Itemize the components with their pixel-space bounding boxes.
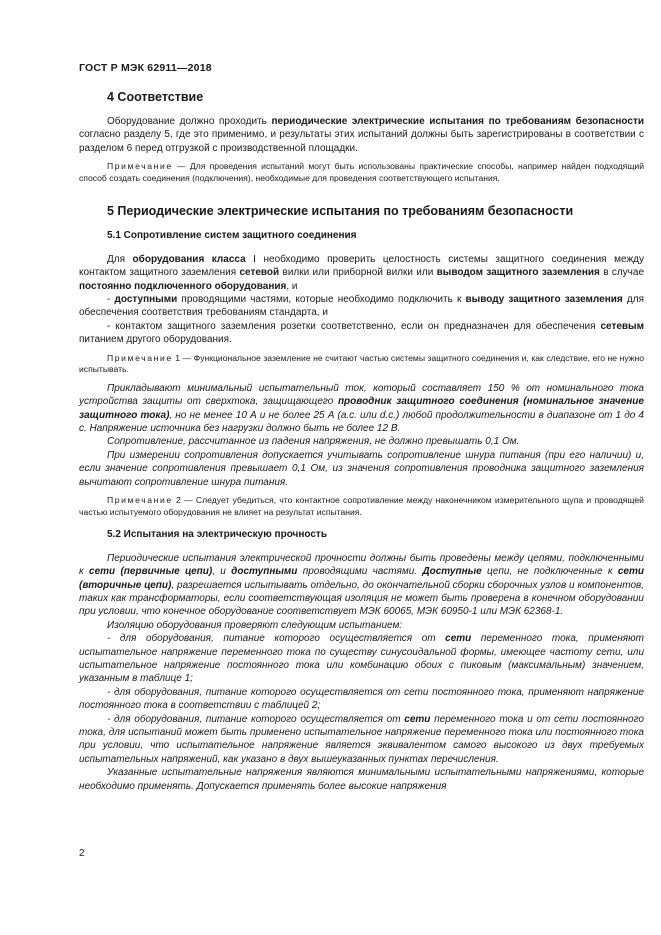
page-number: 2 (79, 848, 85, 859)
test-current-paragraph: Прикладывают минимальный испытательный ток, который составляет 150 % от номинального тока устройства защиты от сверхтока, защищающего проводник защитного соединения (номинальное значение защитного тока), но не менее 10 А и не более 25 А (a.c. или d.c.) любой продолжительности в диапазоне от 1 до 4 с. Напряжение источника без нагрузки должно быть не более 12 В. (79, 382, 644, 435)
resistance-paragraph: Сопротивление, рассчитанное из падения напряжения, не должно превышать 0,1 Ом. (107, 436, 520, 448)
section-5-title: 5 Периодические электрические испытания по требованиям безопасности (107, 204, 574, 219)
cord-resistance-paragraph: При измерении сопротивления допускается учитывать сопротивление шнура питания (при его наличии) и, если значение сопротивления превышает 0,1 Ом, из значения сопротивления проводника защитного заземления вычитают сопротивление шнура питания. (79, 449, 644, 488)
list-item: - контактом защитного заземления розетки соответственно, если он предназначен для обеспечения сетевым питанием другого оборудования. (79, 320, 644, 346)
list-item: - для оборудования, питание которого осуществляется от сети переменного тока и от сети постоянного тока, для испытаний может быть применено испытательное напряжение переменного тока или постоянного тока при условии, что испытательное напряжение является эквивалентом самого высокого из двух требуемых испытательных напряжений, как указано в двух вышеуказанных пунктах перечисления. (79, 713, 644, 765)
section-5-1-note-1: Примечание 1 — Функциональное заземление не считают частью системы защитного соединения и, как следствие, его не нужно испытывать. (79, 352, 644, 375)
section-4-note: Примечание — Для проведения испытаний могут быть использованы практические способы, например найден подходящий способ создать соединения (подключения), необходимые для проведения соответствующего испытания. (79, 161, 644, 183)
section-5-2-title: 5.2 Испытания на электрическую прочность (107, 529, 327, 541)
document-header: ГОСТ Р МЭК 62911—2018 (79, 62, 212, 74)
list-item: - для оборудования, питание которого осуществляется от сети постоянного тока, применяют напряжение постоянного тока в соответствии с таблицей 2; (79, 686, 644, 712)
section-5-1-note-2: Примечание 2 — Следует убедиться, что контактное сопротивление между наконечником измерительного щупа и проводящей частью испытуемого оборудования не влияет на результат испытания. (79, 495, 644, 517)
section-4-title: 4 Соответствие (107, 90, 204, 104)
section-5-1-paragraph: Для оборудования класса I необходимо проверить целостность системы защитного соединения между контактом защитного заземления сетевой вилки или приборной вилки или выводом защитного заземления в случае постоянно подключенного оборудования, и (79, 253, 645, 292)
document-body (79, 90, 644, 793)
list-item: - доступными проводящими частями, которые необходимо подключить к выводу защитного заземления для обеспечения соответствия требованиям стандарта, и (79, 294, 644, 319)
insulation-paragraph: Изоляцию оборудования проверяют следующим испытанием: (107, 619, 403, 631)
section-4-paragraph: Оборудование должно проходить периодические электрические испытания по требованиям безопасности согласно разделу 5, где это применимо, и результаты этих испытаний должны быть зарегистрированы в соответствии с разделом 6 перед отгрузкой с производственной площадки. (79, 116, 645, 154)
list-item: - для оборудования, питание которого осуществляется от сети переменного тока, применяют испытательное напряжение переменного тока по существу синусоидальной формы, имеющее частоту сети, или испытательное напряжение постоянного тока или комбинацию обоих с пиковым (максимальным) значением, указанным в таблице 1; (79, 633, 644, 685)
dielectric-paragraph: Периодические испытания электрической прочности должны быть проведены между цепями, подключенными к сети (первичные цепи), и доступными проводящими частями. Доступные цепи, не подключенные к сети (вторичные цепи), разрешается испытывать отдельно, до окончательной сборки сборочных узлов и компонентов, таких как трансформаторы, если соответствующая изоляция не может быть проверена в конечном оборудовании при условии, что конечное оборудование соответствует МЭК 60065, МЭК 60950-1 или МЭК 62368-1. (79, 552, 645, 618)
section-5-1-title: 5.1 Сопротивление систем защитного соединения (107, 230, 357, 242)
min-voltage-paragraph: Указанные испытательные напряжения являются минимальными испытательными напряжениями, которые необходимо применять. Допускается применять более высокие напряжения (79, 767, 644, 792)
